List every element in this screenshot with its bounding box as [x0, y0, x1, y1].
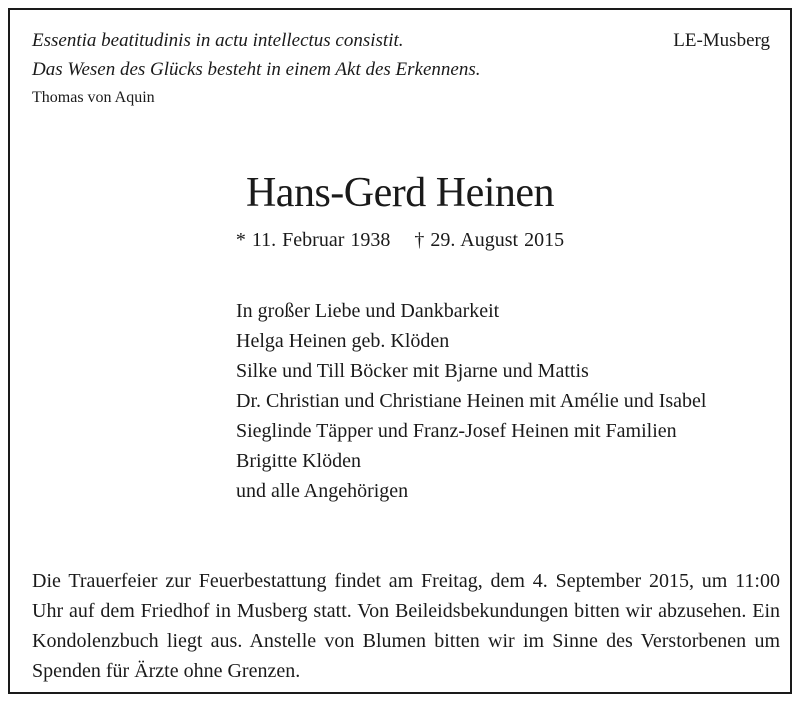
- death-date: † 29. August 2015: [414, 229, 565, 251]
- birth-date: * 11. Februar 1938: [235, 229, 391, 251]
- epigraph: [32, 26, 481, 112]
- obituary-notice: [8, 8, 792, 694]
- mourner-line: Brigitte Klöden: [236, 450, 361, 472]
- mourner-line: Dr. Christian und Christiane Heinen mit Amélie und Isabel: [236, 390, 707, 412]
- deceased-name: Hans-Gerd Heinen: [245, 170, 555, 216]
- location: LE-Musberg: [673, 30, 770, 51]
- life-dates: [10, 226, 790, 254]
- epigraph-german: Das Wesen des Glücks besteht in einem Akt des Erkennens.: [32, 59, 481, 80]
- mourners-list: [236, 296, 706, 506]
- funeral-announcement: Die Trauerfeier zur Feuerbestattung findet am Freitag, dem 4. September 2015, um 11:00 Uhr auf dem Friedhof in Musberg statt. Von Beileidsbekundungen bitten wir abzusehen. Ein Kondolenzbuch liegt aus. Anstelle von Blumen bitten wir im Sinne des Verstorbenen um Spenden für Ärzte ohne Grenzen.: [32, 570, 780, 682]
- epigraph-latin: Essentia beatitudinis in actu intellectus consistit.: [32, 30, 404, 51]
- mourner-line: Sieglinde Täpper und Franz-Josef Heinen mit Familien: [236, 420, 677, 442]
- mourner-line: und alle Angehörigen: [236, 480, 409, 502]
- mourner-line: Helga Heinen geb. Klöden: [236, 330, 450, 352]
- epigraph-author: Thomas von Aquin: [32, 89, 155, 106]
- mourner-line: In großer Liebe und Dankbarkeit: [236, 300, 500, 322]
- mourner-line: Silke und Till Böcker mit Bjarne und Mattis: [236, 360, 589, 382]
